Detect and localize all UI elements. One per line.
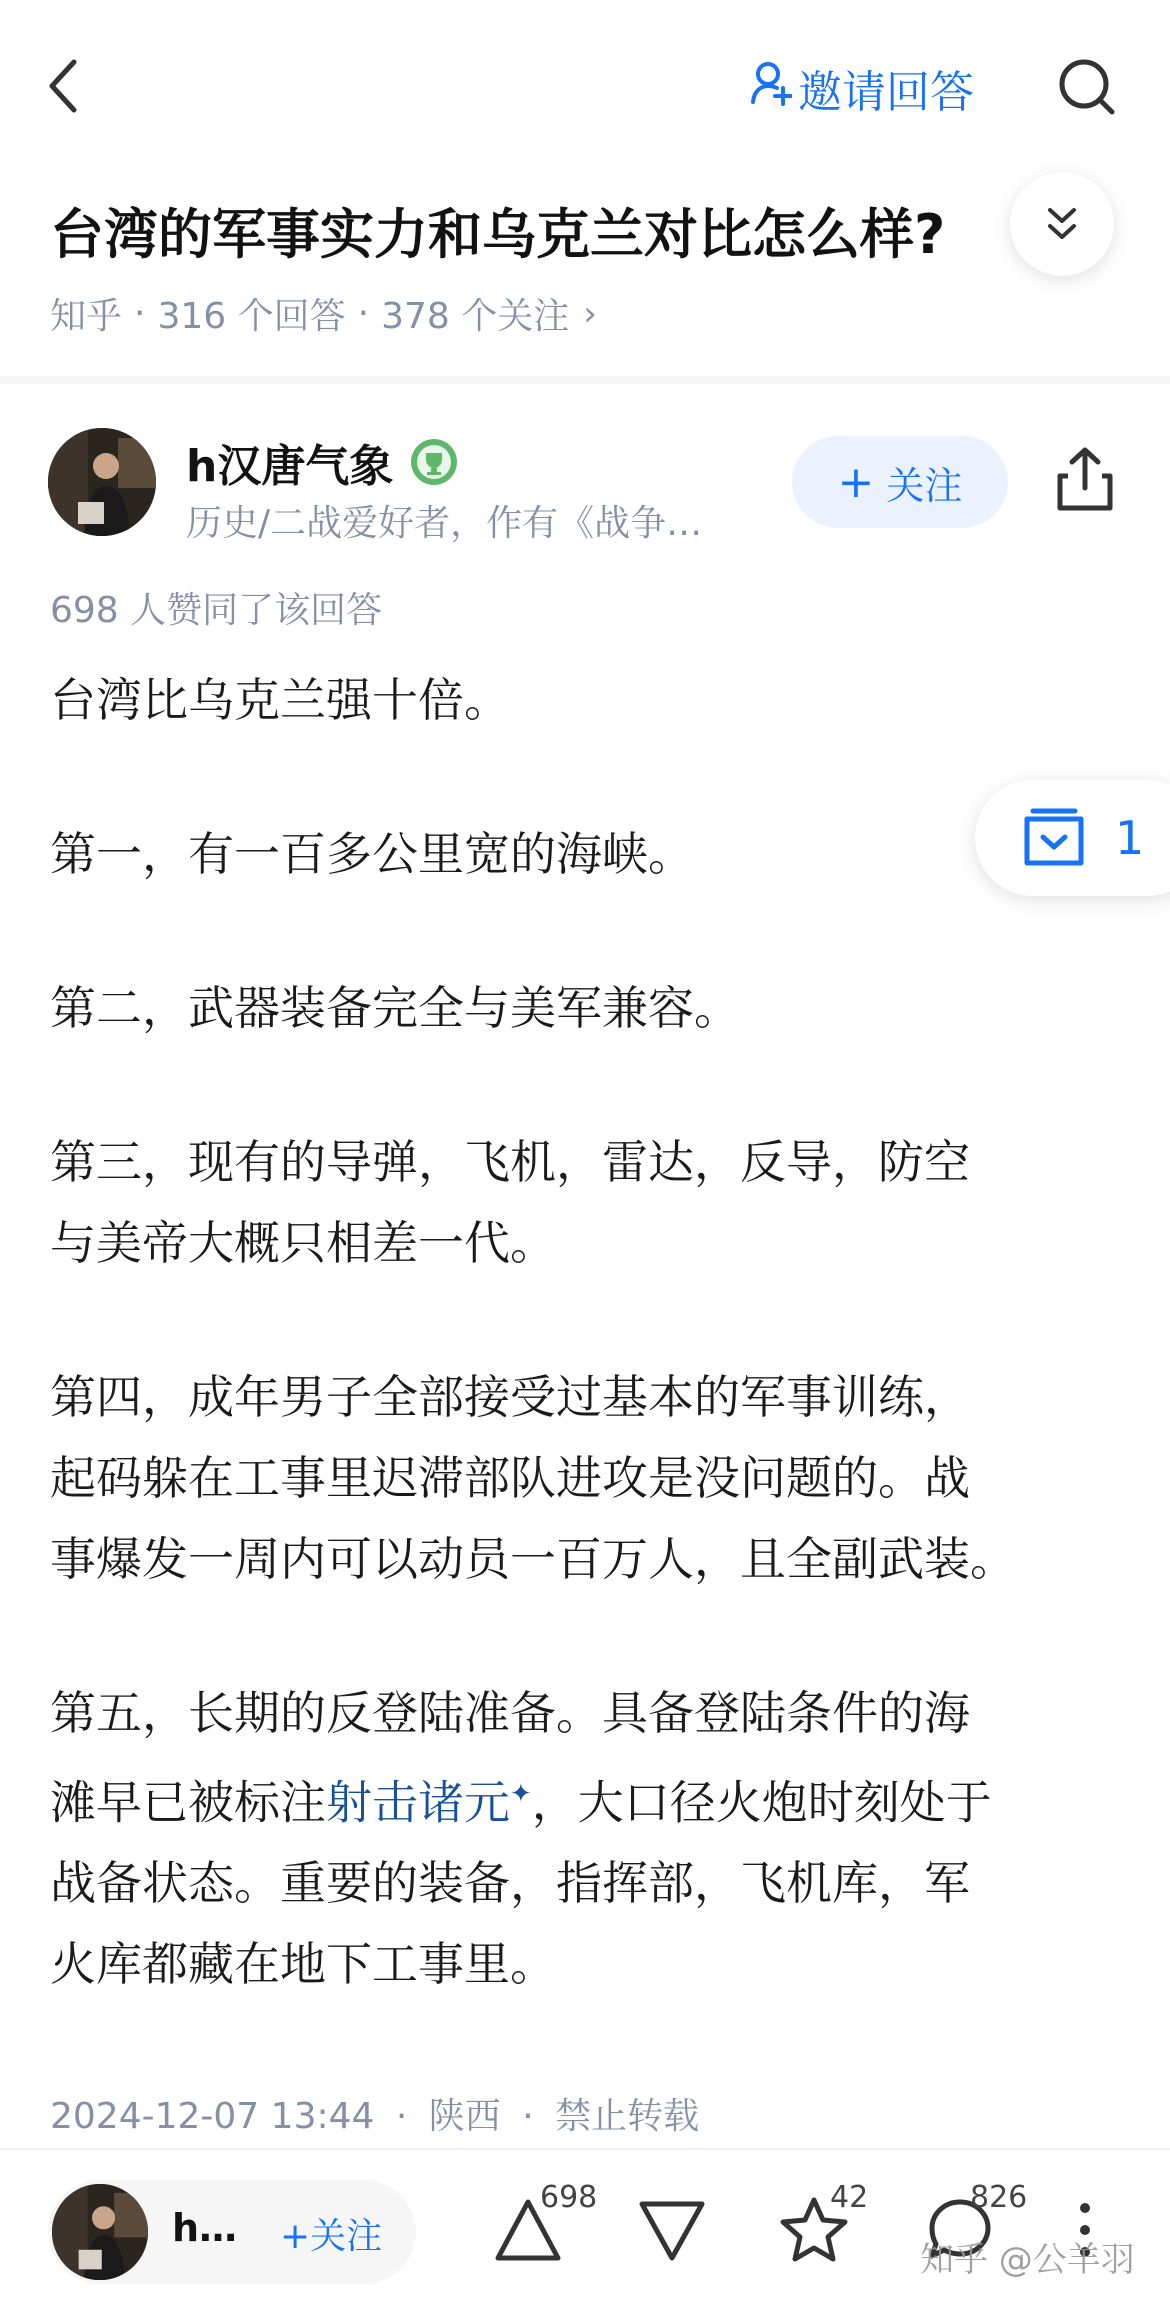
answer-date: 2024-12-07 13:44 xyxy=(50,2096,375,2137)
paragraph: 台湾比乌克兰强十倍。 xyxy=(50,673,510,727)
answers-count: 316 个回答 xyxy=(157,296,346,337)
back-arrow-icon[interactable] xyxy=(40,56,90,116)
upvote-count: 698 xyxy=(540,2180,598,2215)
downvote-icon[interactable] xyxy=(636,2194,708,2274)
answer-content xyxy=(50,660,1130,2078)
top-bar xyxy=(0,0,1170,170)
copyright-notice: 禁止转载 xyxy=(555,2096,700,2137)
paragraph: 第四，成年男子全部接受过基本的军事训练， 起码躲在工事里迟滞部队进攻是没问题的。战 事爆发一周内可以动员一百万人，且全副武装。 xyxy=(50,1370,1016,1586)
paragraph: 第二，武器装备完全与美军兼容。 xyxy=(50,981,740,1035)
mini-author-chip[interactable] xyxy=(48,2180,416,2284)
separator-dot: · xyxy=(357,293,370,334)
mini-author-name: h… xyxy=(172,2206,238,2250)
comment-count: 826 xyxy=(970,2180,1028,2215)
mini-follow-button[interactable]: +关注 xyxy=(280,2216,383,2257)
person-plus-icon xyxy=(750,60,798,117)
separator-dot: · xyxy=(134,293,146,334)
keyword-link[interactable]: 射击诸元 xyxy=(326,1775,510,1830)
author-name[interactable] xyxy=(186,430,459,494)
answer-meta xyxy=(50,2088,699,2139)
star-count: 42 xyxy=(830,2180,869,2215)
section-divider xyxy=(0,376,1170,384)
bottom-action-bar xyxy=(0,2148,1170,2310)
collect-icon xyxy=(1023,805,1085,871)
source-label: 知乎 xyxy=(50,296,123,337)
badge-icon xyxy=(409,437,459,487)
author-bio: 历史/二战爱好者，作有《战争… xyxy=(186,503,703,544)
paragraph xyxy=(50,1673,1130,2005)
author-name-text: h汉唐气象 xyxy=(186,441,394,492)
question-meta[interactable] xyxy=(50,288,597,339)
share-icon[interactable] xyxy=(1054,444,1116,514)
paragraph: 第三，现有的导弹，飞机，雷达，反导，防空 与美帝大概只相差一代。 xyxy=(50,1135,970,1270)
likes-summary: 698 人赞同了该回答 xyxy=(50,590,383,631)
answer-location: 陕西 xyxy=(428,2096,501,2137)
followers-count: 378 个关注 xyxy=(381,296,570,337)
watermark: 知乎 @公羊羽 xyxy=(920,2240,1135,2280)
separator-dot: · xyxy=(395,2096,408,2137)
paragraph-text: ，大口径火炮时刻处于 战备状态。重要的装备，指挥部，飞机库，军 火库都藏在地下工事里。 xyxy=(50,1775,992,1992)
avatar[interactable] xyxy=(48,428,156,536)
question-title[interactable]: 台湾的军事实力和乌克兰对比怎么样? xyxy=(50,203,946,266)
plus-icon: + xyxy=(837,456,875,508)
chevron-double-down-icon[interactable] xyxy=(1010,172,1114,276)
chevron-right-icon: › xyxy=(583,293,597,334)
paragraph: 第一，有一百多公里宽的海峡。 xyxy=(50,827,694,881)
collect-button[interactable] xyxy=(975,780,1170,896)
follow-button[interactable] xyxy=(792,436,1008,528)
follow-label: 关注 xyxy=(886,463,963,508)
invite-label: 邀请回答 xyxy=(798,67,974,118)
paragraph-text: 第五，长期的反登陆准备。具备登陆条件的海 滩早已被标注 xyxy=(50,1686,970,1830)
sparkle-icon: ✦ xyxy=(510,1779,532,1809)
separator-dot: · xyxy=(522,2096,534,2137)
avatar[interactable] xyxy=(52,2184,148,2280)
search-icon[interactable] xyxy=(1056,56,1118,118)
invite-answer-button[interactable] xyxy=(750,58,974,118)
collect-count: 1 xyxy=(1115,811,1145,865)
